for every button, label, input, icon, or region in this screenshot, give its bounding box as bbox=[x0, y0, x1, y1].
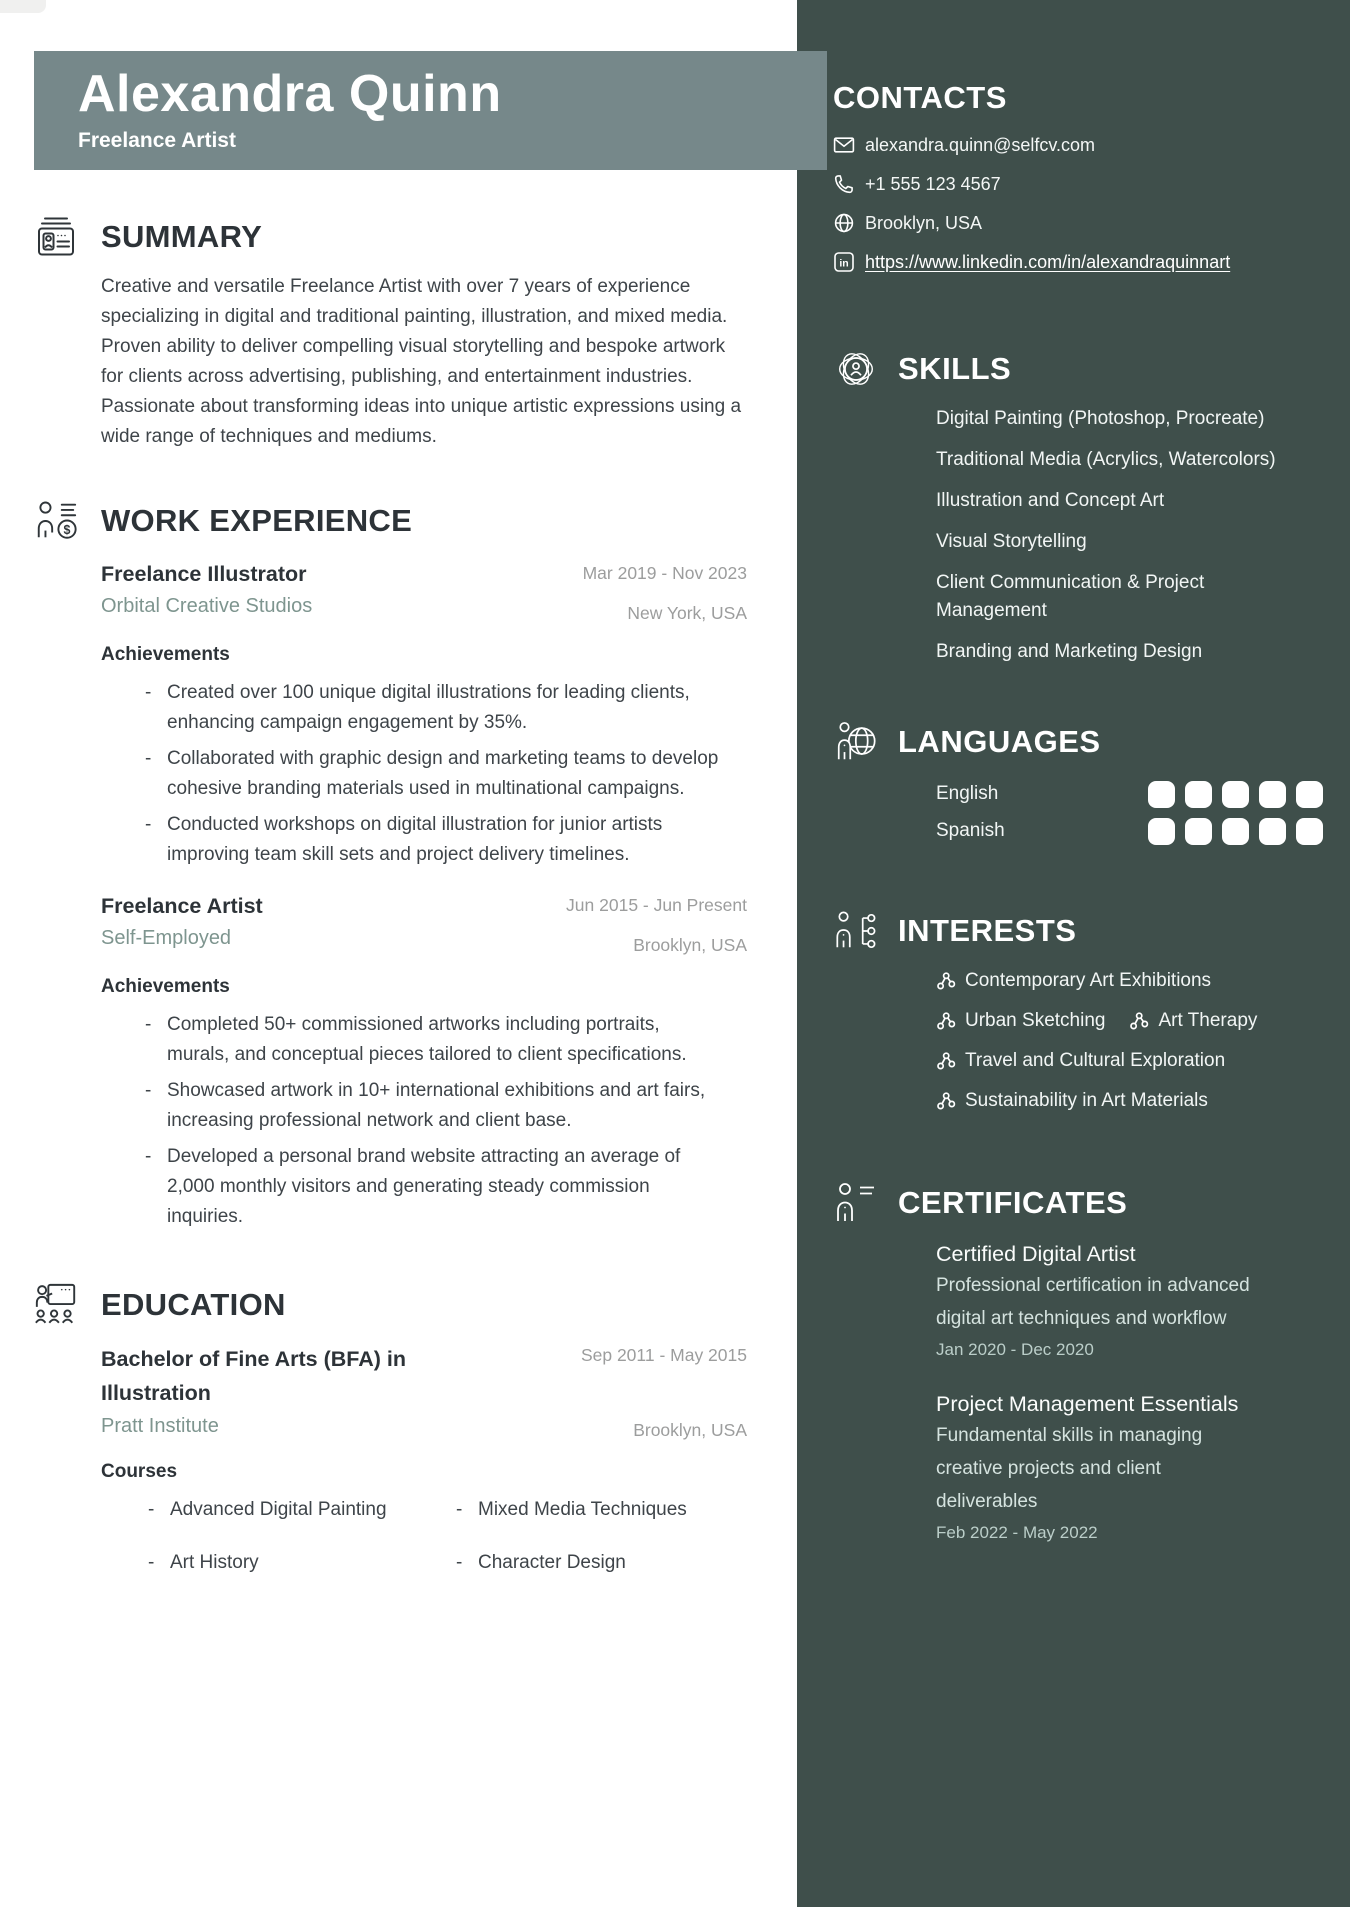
svg-text:in: in bbox=[839, 257, 849, 270]
interest-label: Art Therapy bbox=[1158, 1010, 1258, 1031]
level-square bbox=[1296, 781, 1323, 808]
person-globe-icon bbox=[833, 719, 879, 765]
achievements-list bbox=[145, 678, 723, 870]
summary-section bbox=[33, 214, 747, 452]
skills-list bbox=[936, 405, 1318, 666]
language-name: English bbox=[936, 783, 999, 804]
svg-text:$: $ bbox=[63, 522, 71, 537]
interest-item bbox=[936, 1047, 1225, 1075]
level-square bbox=[1148, 818, 1175, 845]
interests-list bbox=[936, 967, 1310, 1115]
certificate-title: Certified Digital Artist bbox=[936, 1242, 1136, 1266]
education-section bbox=[33, 1282, 747, 1578]
level-square bbox=[1296, 818, 1323, 845]
molecule-icon bbox=[936, 1011, 956, 1031]
sidebar bbox=[797, 0, 1350, 1907]
person-chart-icon bbox=[833, 908, 879, 954]
level-square bbox=[1259, 781, 1286, 808]
interest-item bbox=[936, 1087, 1208, 1115]
achievements-label: Achievements bbox=[101, 976, 230, 997]
certificates-section bbox=[833, 1179, 1310, 1546]
skill-item: Illustration and Concept Art bbox=[936, 490, 1165, 511]
languages-list bbox=[936, 780, 1323, 845]
level-square bbox=[1222, 781, 1249, 808]
work-experience-heading: WORK EXPERIENCE bbox=[101, 503, 413, 538]
job-dates: Jun 2015 - Jun Present bbox=[566, 895, 747, 915]
language-row bbox=[936, 817, 1323, 845]
skill-item: Branding and Marketing Design bbox=[936, 641, 1203, 662]
interest-label: Sustainability in Art Materials bbox=[965, 1090, 1208, 1111]
achievement-item: - Completed 50+ commissioned artworks including portraits, murals, and conceptual pieces tailored to client specifications. bbox=[145, 1010, 723, 1070]
mail-icon bbox=[833, 134, 855, 156]
language-level-spanish bbox=[1148, 818, 1323, 845]
course-item: - Mixed Media Techniques bbox=[456, 1495, 747, 1525]
level-square bbox=[1185, 781, 1212, 808]
certificate-dates: Feb 2022 - May 2022 bbox=[936, 1523, 1098, 1542]
job-entry bbox=[101, 560, 747, 870]
languages-heading: LANGUAGES bbox=[898, 724, 1101, 759]
level-square bbox=[1259, 818, 1286, 845]
languages-section bbox=[833, 718, 1310, 845]
skills-section bbox=[833, 345, 1310, 666]
achievement-item: - Developed a personal brand website attracting an average of 2,000 monthly visitors and generating steady commission inquiries. bbox=[145, 1142, 723, 1232]
course-item: - Character Design bbox=[456, 1548, 747, 1578]
achievement-item: - Collaborated with graphic design and marketing teams to develop cohesive branding materials used in multinational campaigns. bbox=[145, 744, 723, 804]
id-card-icon bbox=[33, 213, 79, 261]
achievement-item: - Showcased artwork in 10+ international exhibitions and art fairs, increasing professional network and client base. bbox=[145, 1076, 723, 1136]
molecule-icon bbox=[936, 1091, 956, 1111]
contacts-section bbox=[833, 80, 1310, 275]
level-square bbox=[1185, 818, 1212, 845]
contact-phone-text: +1 555 123 4567 bbox=[865, 173, 1001, 194]
job-dates: Mar 2019 - Nov 2023 bbox=[582, 563, 747, 583]
header-banner bbox=[34, 51, 827, 170]
course-item: - Advanced Digital Painting bbox=[148, 1495, 456, 1525]
interest-label: Contemporary Art Exhibitions bbox=[965, 970, 1212, 991]
molecule-icon bbox=[1129, 1011, 1149, 1031]
work-experience-section bbox=[33, 498, 747, 1232]
contact-location bbox=[833, 210, 1310, 236]
interest-item bbox=[936, 1007, 1105, 1035]
level-square bbox=[1148, 781, 1175, 808]
molecule-icon bbox=[936, 1051, 956, 1071]
school-name: Pratt Institute bbox=[101, 1415, 219, 1437]
job-entry bbox=[101, 892, 747, 1232]
person-salary-icon bbox=[33, 497, 79, 545]
person-list-icon bbox=[833, 1180, 879, 1226]
interest-label: Travel and Cultural Exploration bbox=[965, 1050, 1226, 1071]
interests-section bbox=[833, 907, 1310, 1115]
achievements-list bbox=[145, 1010, 723, 1232]
contact-location-text: Brooklyn, USA bbox=[865, 212, 983, 233]
language-name: Spanish bbox=[936, 820, 1005, 841]
certificate-description: Professional certification in advanced digital art techniques and workflow bbox=[936, 1275, 1250, 1329]
job-location: Brooklyn, USA bbox=[633, 935, 747, 955]
globe-icon bbox=[833, 212, 855, 234]
course-item: - Art History bbox=[148, 1548, 456, 1578]
language-row bbox=[936, 780, 1323, 808]
contact-email-text: alexandra.quinn@selfcv.com bbox=[865, 134, 1096, 155]
skill-item: Digital Painting (Photoshop, Procreate) bbox=[936, 408, 1265, 429]
certificates-heading: CERTIFICATES bbox=[898, 1185, 1128, 1220]
summary-heading: SUMMARY bbox=[101, 219, 263, 254]
teacher-class-icon bbox=[33, 1281, 79, 1329]
skill-item: Traditional Media (Acrylics, Watercolors) bbox=[936, 449, 1276, 470]
linkedin-link[interactable]: https://www.linkedin.com/in/alexandraquinnart bbox=[865, 251, 1231, 272]
achievement-item: - Conducted workshops on digital illustration for junior artists improving team skill sets and project delivery timelines. bbox=[145, 810, 723, 870]
certificate-dates: Jan 2020 - Dec 2020 bbox=[936, 1340, 1094, 1359]
skills-heading: SKILLS bbox=[898, 351, 1012, 386]
person-title: Freelance Artist bbox=[78, 129, 236, 152]
contact-phone bbox=[833, 171, 1310, 197]
education-dates: Sep 2011 - May 2015 bbox=[580, 1345, 747, 1365]
certificate-description: Fundamental skills in managing creative projects and client deliverables bbox=[936, 1425, 1203, 1512]
person-name: Alexandra Quinn bbox=[78, 65, 502, 123]
job-title: Freelance Illustrator bbox=[101, 562, 307, 586]
level-square bbox=[1222, 818, 1249, 845]
education-heading: EDUCATION bbox=[101, 1287, 286, 1322]
certificate-item bbox=[936, 1389, 1266, 1546]
job-company: Orbital Creative Studios bbox=[101, 595, 313, 617]
main-column bbox=[33, 0, 747, 1578]
achievement-item: - Created over 100 unique digital illustrations for leading clients, enhancing campaign engagement by 35%. bbox=[145, 678, 723, 738]
job-location: New York, USA bbox=[627, 603, 747, 623]
education-location: Brooklyn, USA bbox=[633, 1420, 747, 1440]
person-rosette-icon bbox=[833, 346, 879, 392]
contacts-heading: CONTACTS bbox=[833, 80, 1007, 115]
certificate-item bbox=[936, 1239, 1266, 1363]
education-entry bbox=[101, 1342, 747, 1578]
courses-list bbox=[148, 1495, 747, 1578]
courses-label: Courses bbox=[101, 1461, 178, 1482]
molecule-icon bbox=[936, 971, 956, 991]
phone-icon bbox=[833, 173, 855, 195]
summary-text: Creative and versatile Freelance Artist with over 7 years of experience specializing in digital and traditional painting, illustration, and mixed media. Proven ability to deliver compelling visual storytelling and bespoke artwork for clients across advertising, publishing, and entertainment industries. Passionate about transforming ideas into unique artistic expressions using a wide range of techniques and mediums. bbox=[101, 276, 742, 447]
interests-heading: INTERESTS bbox=[898, 913, 1077, 948]
contact-linkedin bbox=[833, 249, 1310, 275]
job-title: Freelance Artist bbox=[101, 894, 263, 918]
contact-email bbox=[833, 132, 1310, 158]
language-level-english bbox=[1148, 781, 1323, 808]
certificate-title: Project Management Essentials bbox=[936, 1392, 1239, 1416]
skill-item: Client Communication & Project Management bbox=[936, 572, 1205, 621]
interest-label: Urban Sketching bbox=[965, 1010, 1106, 1031]
achievements-label: Achievements bbox=[101, 644, 230, 665]
job-company: Self-Employed bbox=[101, 927, 232, 949]
interest-item bbox=[1129, 1007, 1257, 1035]
skill-item: Visual Storytelling bbox=[936, 531, 1087, 552]
degree-title: Bachelor of Fine Arts (BFA) in Illustration bbox=[101, 1347, 406, 1405]
linkedin-icon bbox=[833, 251, 855, 273]
interest-item bbox=[936, 967, 1211, 995]
